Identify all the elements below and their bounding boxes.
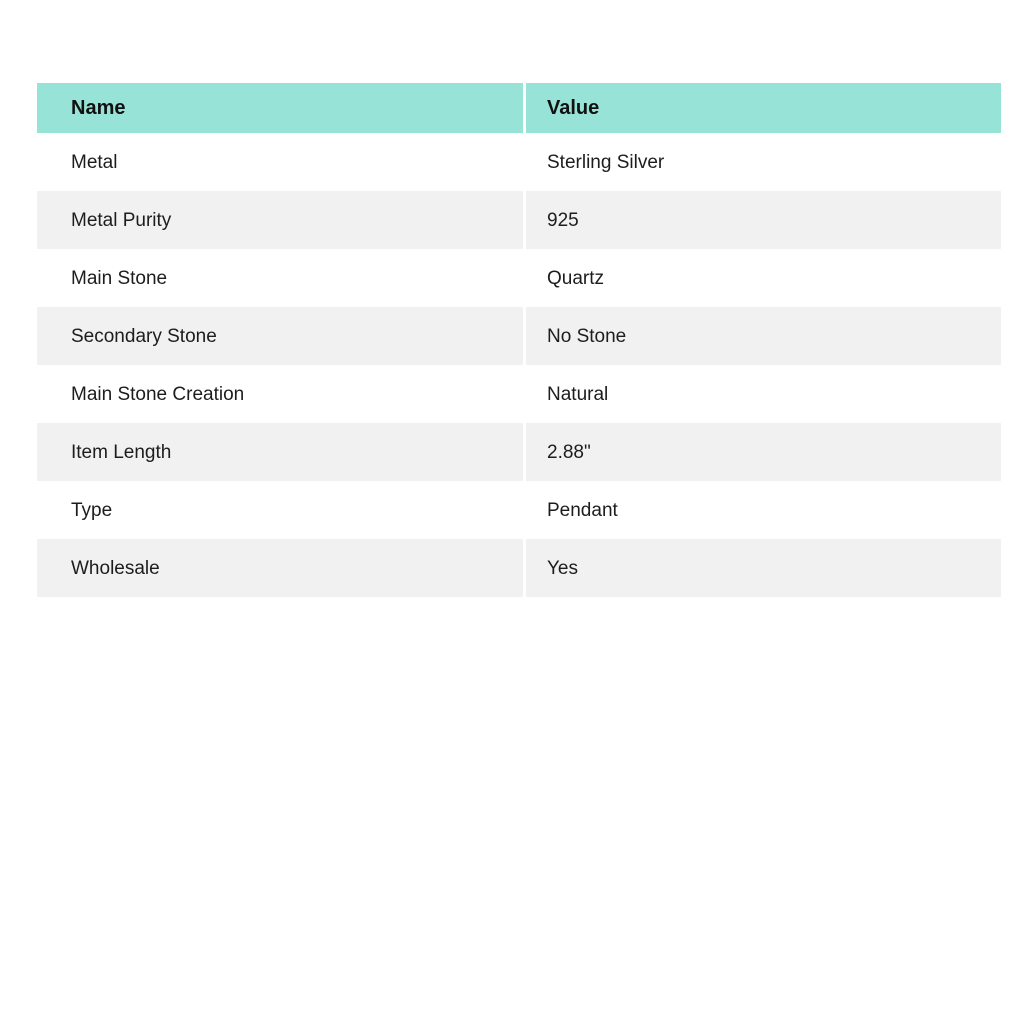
attribute-value-cell: Quartz bbox=[526, 249, 1001, 307]
attribute-value-cell: No Stone bbox=[526, 307, 1001, 365]
table-row bbox=[37, 365, 1001, 423]
product-spec-table bbox=[37, 83, 1001, 597]
attribute-name-cell: Main Stone bbox=[37, 249, 523, 307]
attribute-name-cell: Metal bbox=[37, 133, 523, 191]
attribute-value-cell: 925 bbox=[526, 191, 1001, 249]
attribute-name-cell: Secondary Stone bbox=[37, 307, 523, 365]
attribute-name-cell: Main Stone Creation bbox=[37, 365, 523, 423]
column-header-value: Value bbox=[526, 83, 1001, 133]
attribute-value-cell: Sterling Silver bbox=[526, 133, 1001, 191]
attribute-value-cell: Yes bbox=[526, 539, 1001, 597]
table-row bbox=[37, 191, 1001, 249]
table-header-row bbox=[37, 83, 1001, 133]
attribute-name-cell: Type bbox=[37, 481, 523, 539]
attribute-value-cell: Natural bbox=[526, 365, 1001, 423]
attribute-name-cell: Item Length bbox=[37, 423, 523, 481]
table-row bbox=[37, 481, 1001, 539]
attribute-value-cell: Pendant bbox=[526, 481, 1001, 539]
table-row bbox=[37, 423, 1001, 481]
attribute-name-cell: Wholesale bbox=[37, 539, 523, 597]
table-row bbox=[37, 133, 1001, 191]
attribute-value-cell: 2.88" bbox=[526, 423, 1001, 481]
table-row bbox=[37, 249, 1001, 307]
table-row bbox=[37, 307, 1001, 365]
column-header-name: Name bbox=[37, 83, 523, 133]
attribute-name-cell: Metal Purity bbox=[37, 191, 523, 249]
table-row bbox=[37, 539, 1001, 597]
